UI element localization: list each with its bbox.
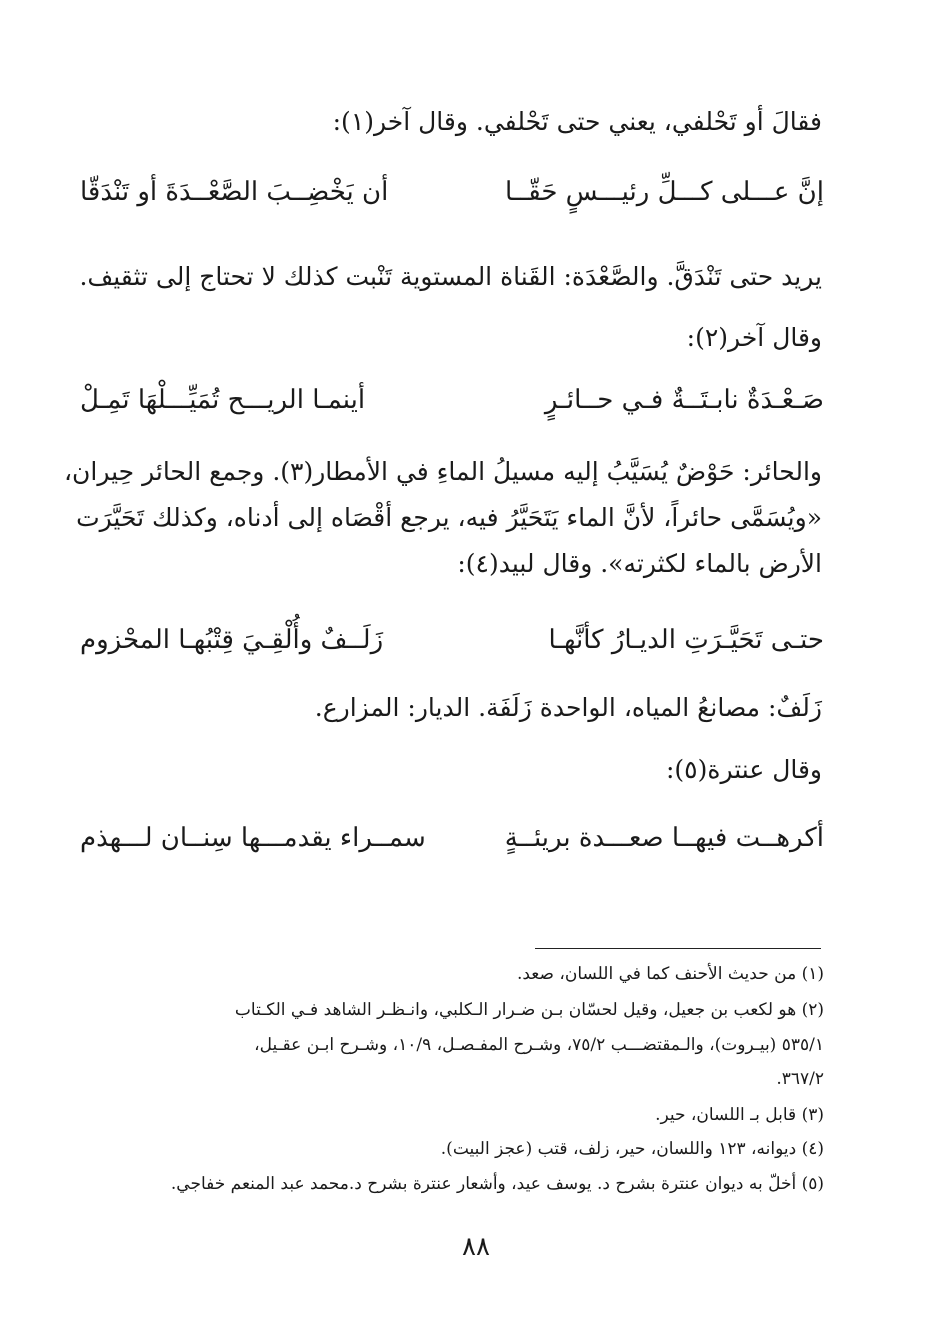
footnote-2-line-1: (٢) هو لكعب بن جعيل، وقيل لحسّان بـن ضـرار الـكلبي، وانـظـر الشاهد فـي الكـتاب — [234, 1000, 824, 1020]
footnote-1: (١) من حديث الأحنف كما في اللسان، صعد. — [516, 964, 824, 984]
verse-3-second-hemistich: زَلَــفٌ وأُلْقِـيَ قِتْبُهـا المحْزوم — [80, 625, 384, 655]
body-line-6: الأرض بالماء لكثرته». وقال لبيد(٤): — [457, 549, 822, 578]
verse-4-second-hemistich: سمــراء يقدمـــها سِنــان لـــهذم — [80, 823, 426, 853]
body-line-3: وقال آخر(٢): — [686, 323, 822, 352]
body-line-5: «ويُسَمَّى حائراً، لأنَّ الماء يَتَحَيَّرُ فيه، يرجع أقْصَاه إلى أدناه، وكذلك تَحَيَّرَت — [76, 503, 822, 532]
verse-3 — [80, 620, 824, 660]
footnote-3: (٣) قابل بـ اللسان، حير. — [655, 1105, 824, 1125]
footnote-separator — [535, 948, 821, 949]
body-line-2: يريد حتى تَنْدَقَّ. والصَّعْدَة: القَناة المستوية تَنْبت كذلك لا تحتاج إلى تثقيف. — [79, 262, 822, 291]
body-line-1: فقالَ أو تَحْلفي، يعني حتى تَحْلفي. وقال آخر(١): — [332, 107, 822, 136]
body-line-7: زَلَفٌ: مصانعُ المياه، الواحدة زَلَفَة. الديار: المزارع. — [314, 693, 822, 722]
verse-3-first-hemistich: حتـى تَحَيَّـرَتِ الديـارُ كأنَّهـا — [548, 625, 824, 655]
verse-2-second-hemistich: أينمـا الريـــح تُمَيِّـــلْهَا تَمِـلْ — [80, 385, 366, 415]
footnote-2-line-2: ٥٣٥/١ (بيـروت)، والـمقتضـــب ٧٥/٢، وشـرح المفـصـل، ١٠/٩، وشـرح ابـن عقـيل، — [254, 1035, 824, 1055]
verse-1-second-hemistich: أن يَخْضِــبَ الصَّعْــدَةَ أو تَنْدَقّا — [80, 177, 389, 207]
body-line-8: وقال عنترة(٥): — [665, 755, 822, 784]
verse-4 — [80, 818, 824, 858]
footnote-4: (٤) ديوانه، ١٢٣ واللسان، حير، زلف، قتب (عجز البيت). — [440, 1139, 824, 1159]
body-line-4: والحائر: حَوْضٌ يُسَيَّبُ إليه مسيلُ الماءِ في الأمطار(٣). وجمع الحائر حِيران، — [63, 457, 822, 486]
verse-1-first-hemistich: إنَّ عـــلى كـــلِّ رئيـــسٍ حَقّــا — [505, 177, 824, 207]
verse-2-first-hemistich: صَـعْـدَةٌ نابـتَــةٌ فـي حــائـرٍ — [544, 385, 824, 415]
verse-1 — [80, 172, 824, 212]
footnote-2-line-3: ٣٦٧/٢. — [776, 1069, 824, 1089]
verse-2 — [80, 380, 824, 420]
verse-4-first-hemistich: أكرهــت فيهــا صعـــدة بريئــةٍ — [504, 823, 824, 853]
footnote-5: (٥) أخلّ به ديوان عنترة بشرح د. يوسف عيد، وأشعار عنترة بشرح د.محمد عبد المنعم خفاجي. — [170, 1174, 824, 1194]
page-number: ٨٨ — [462, 1232, 490, 1262]
